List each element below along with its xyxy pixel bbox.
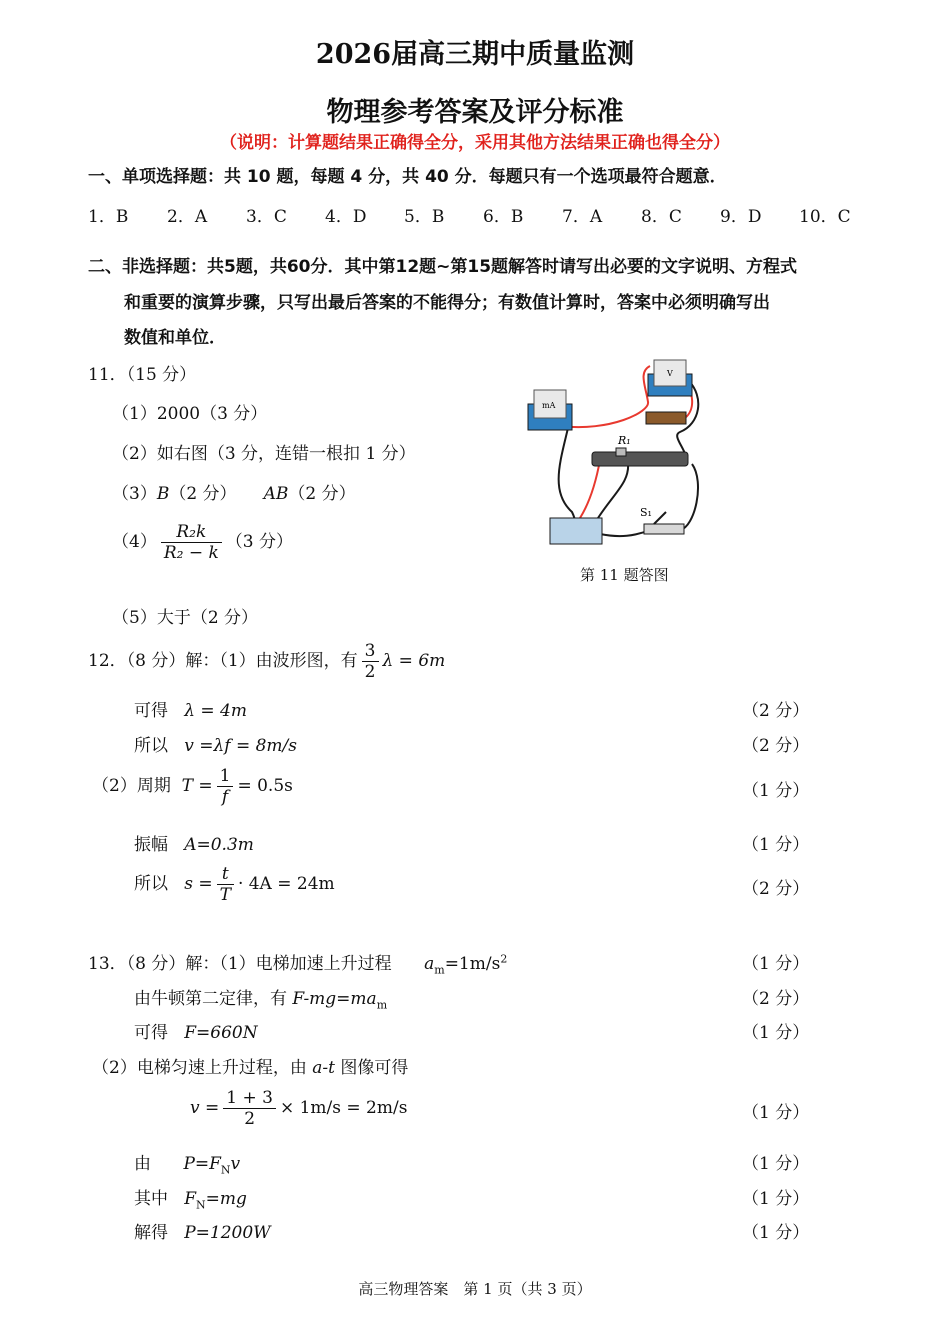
page-footer: 高三物理答案 第 1 页（共 3 页） bbox=[358, 1280, 592, 1298]
q11-answer-1: （1）2000（3 分） bbox=[112, 404, 268, 424]
q11-answer-3: （3）B（2 分） AB（2 分） bbox=[112, 484, 356, 504]
answer-9: 9．D bbox=[720, 207, 762, 227]
answer-1: 1．B bbox=[88, 207, 129, 227]
answer-10: 10．C bbox=[799, 207, 851, 227]
resistor-box bbox=[646, 412, 686, 424]
answer-6: 6．B bbox=[483, 207, 524, 227]
q12-line-5: 所以 s = $\frac{t}{T}$ · 4A = 24m bbox=[134, 864, 335, 905]
q12-line-3: （2）周期 T = $\frac{1}{f}$ = 0.5s bbox=[92, 766, 293, 807]
wire-black-4 bbox=[680, 464, 698, 530]
rheostat-r1 bbox=[592, 452, 688, 466]
q12-title-line: 12．（8 分）解：（1）由波形图，有 $\frac{3}{2}$ λ = 6m bbox=[88, 641, 446, 682]
document-subtitle: 物理参考答案及评分标准 bbox=[326, 97, 624, 128]
q13-line-1: 由牛顿第二定律，有 $F-mg=ma_m$ bbox=[134, 989, 388, 1012]
q12-score-4: （1 分） bbox=[742, 835, 810, 855]
q13-score-1: （2 分） bbox=[742, 989, 810, 1009]
q13-score-6: （1 分） bbox=[742, 1189, 810, 1209]
q13-score-5: （1 分） bbox=[742, 1154, 810, 1174]
part2-heading-line1: 二、非选择题：共5题，共60分．其中第12题~第15题解答时请写出必要的文字说明、方程式 bbox=[88, 257, 798, 277]
part2-heading-line2: 和重要的演算步骤，只写出最后答案的不能得分；有数值计算时，答案中必须明确写出 bbox=[124, 293, 770, 313]
q13-line-6: 其中 $F_N=mg$ bbox=[134, 1189, 247, 1212]
wire-black-1 bbox=[559, 428, 576, 521]
circuit-diagram bbox=[520, 352, 720, 554]
part2-heading-line3: 数值和单位． bbox=[124, 328, 226, 348]
answer-5: 5．B bbox=[404, 207, 445, 227]
q11-answer-2: （2）如右图（3 分，连错一根扣 1 分） bbox=[112, 444, 416, 464]
q13-line-3: （2）电梯匀速上升过程，由 a-t 图像可得 bbox=[92, 1058, 409, 1078]
document-title: 2026届高三期中质量监测 bbox=[315, 39, 635, 70]
q11-title: 11．（15 分） bbox=[88, 365, 197, 385]
wire-black-3 bbox=[598, 462, 628, 518]
q12-score-2: （2 分） bbox=[742, 736, 810, 756]
q11-answer-5: （5）大于（2 分） bbox=[112, 608, 259, 628]
q11-answer-4: （4） $\frac{\text{R₂k}}{\text{R₂ − k}}$ （3 分） bbox=[112, 522, 294, 563]
answer-8: 8．C bbox=[641, 207, 682, 227]
q13-title-line: 13．（8 分）解：（1）电梯加速上升过程 $a_m=1m/s^2$ bbox=[88, 952, 508, 977]
voltmeter-label: V bbox=[667, 369, 673, 378]
milliammeter-label: mA bbox=[542, 401, 556, 410]
q13-score-7: （1 分） bbox=[742, 1223, 810, 1243]
answer-4: 4．D bbox=[325, 207, 367, 227]
q13-line-4: v = $\frac{1 + 3}{2}$ × 1m/s = 2m/s bbox=[190, 1088, 408, 1129]
q11-fraction: $\frac{\text{R₂k}}{\text{R₂ − k}}$ bbox=[161, 522, 222, 563]
switch-s1 bbox=[644, 524, 684, 534]
q13-score-0: （1 分） bbox=[742, 954, 810, 974]
wire-red-3 bbox=[580, 460, 600, 518]
answer-3: 3．C bbox=[246, 207, 287, 227]
part1-answers bbox=[88, 202, 878, 227]
q13-score-4: （1 分） bbox=[742, 1103, 810, 1123]
q12-score-5: （2 分） bbox=[742, 879, 810, 899]
q13-line-5: 由 $P=F_Nv$ bbox=[134, 1154, 241, 1177]
part1-heading: 一、单项选择题：共 10 题，每题 4 分，共 40 分．每题只有一个选项最符合题意． bbox=[88, 167, 727, 187]
battery bbox=[550, 518, 602, 544]
q13-score-2: （1 分） bbox=[742, 1023, 810, 1043]
answer-7: 7．A bbox=[562, 207, 603, 227]
s1-label: S₁ bbox=[640, 506, 652, 519]
answer-2: 2．A bbox=[167, 207, 208, 227]
q12-line-1: 可得 λ = 4m bbox=[134, 701, 247, 721]
q12-score-3: （1 分） bbox=[742, 781, 810, 801]
rheostat-slider bbox=[616, 448, 626, 456]
q12-score-1: （2 分） bbox=[742, 701, 810, 721]
switch-lever bbox=[654, 512, 666, 524]
figure-caption: 第 11 题答图 bbox=[580, 566, 669, 584]
q13-line-2: 可得 F=660N bbox=[134, 1023, 258, 1043]
q12-line-2: 所以 v =λf = 8m/s bbox=[134, 736, 297, 756]
r1-label: R₁ bbox=[618, 434, 631, 447]
q12-line-4: 振幅 A=0.3m bbox=[134, 835, 254, 855]
wire-red-1 bbox=[560, 366, 650, 427]
grading-note: （说明：计算题结果正确得全分，采用其他方法结果正确也得全分） bbox=[220, 133, 730, 153]
wire-black-5 bbox=[600, 530, 650, 536]
q13-line-7: 解得 P=1200W bbox=[134, 1223, 271, 1243]
